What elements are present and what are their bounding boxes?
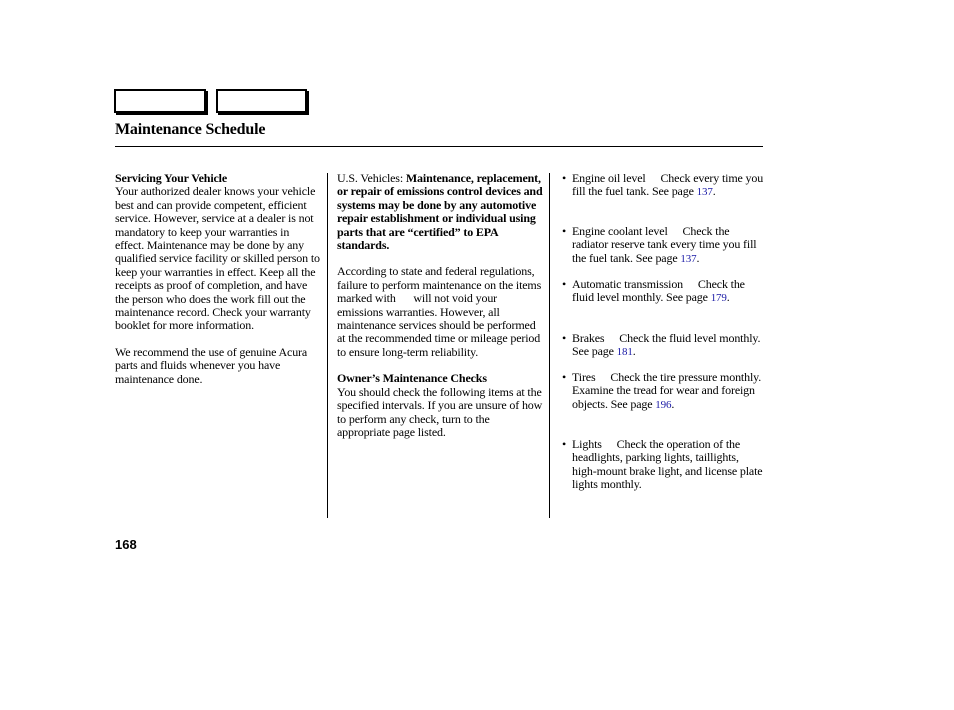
check-item-name: Engine coolant level [572, 224, 668, 238]
page-link-137[interactable]: 137 [680, 252, 697, 265]
page-number: 168 [115, 537, 137, 552]
check-item-brakes: • Brakes Check the fluid level monthly. See page 181. [562, 331, 761, 359]
column-servicing [115, 172, 321, 386]
nav-tab-2[interactable] [216, 89, 307, 113]
emissions-statement [337, 172, 543, 252]
emissions-bold-text: Maintenance, replacement, or repair of emissions control devices and systems may be done by any automotive repair establishment or individual using parts that are “certified” to EPA standards. [337, 171, 543, 253]
check-item-lights: • Lights Check the operation of the headlights, parking lights, taillights, high-mount brake light, and license plate lights monthly. [562, 437, 763, 492]
page-link-196[interactable]: 196 [655, 398, 672, 411]
regulations-paragraph: According to state and federal regulations, failure to perform maintenance on the items marked with will not void your emissions warranties. However, all maintenance services should be performed at the recommended time or mileage period to ensure long-term reliability. [337, 264, 542, 359]
check-item-text: Check the tire pressure monthly. Examine the tread for wear and foreign objects. See page [572, 370, 762, 411]
check-item-name: Automatic transmission [572, 277, 684, 291]
check-item-name: Brakes [572, 331, 605, 345]
check-item-text: Check the operation of the headlights, parking lights, taillights, high-mount brake light, and license plate lights monthly. [572, 437, 763, 492]
page-link-137[interactable]: 137 [696, 186, 713, 199]
check-item-text: Check the fluid level monthly. See page [572, 277, 745, 305]
page-title: Maintenance Schedule [115, 121, 266, 138]
column-divider-2 [549, 173, 550, 518]
check-item-name: Tires [572, 370, 596, 384]
check-item-name: Lights [572, 437, 602, 451]
check-item-engine-oil: • Engine oil level Check every time you fill the fuel tank. See page 137. [562, 171, 764, 199]
check-item-name: Engine oil level [572, 171, 646, 185]
us-vehicles-label: U.S. Vehicles: [337, 171, 404, 185]
owners-checks-heading: Owner’s Maintenance Checks [337, 371, 487, 386]
page-link-179[interactable]: 179 [710, 292, 727, 305]
check-item-text: Check the radiator reserve tank every time you fill the fuel tank. See page [572, 224, 757, 265]
column-divider-1 [327, 173, 328, 518]
genuine-parts-paragraph: We recommend the use of genuine Acura parts and fluids whenever you have maintenance done. [115, 344, 308, 386]
servicing-paragraph: Your authorized dealer knows your vehicle best and can provide competent, efficient service. However, service at a dealer is not mandatory to keep your warranties in effect. Maintenance may be done by any qualified service facility or skilled person to keep your warranties in effect. Keep all the receipts as proof of completion, and have the person who does the work fill out the maintenance record. Check your warranty booklet for more information. [115, 184, 320, 333]
check-item-text: Check the fluid level monthly. See page [572, 331, 761, 359]
check-item-transmission: • Automatic transmission Check the fluid level monthly. See page 179. [562, 277, 745, 305]
check-item-tires: • Tires Check the tire pressure monthly. Examine the tread for wear and foreign objects. See page 196. [562, 370, 762, 411]
nav-tab-1[interactable] [114, 89, 206, 113]
title-divider [115, 146, 763, 147]
check-item-text: Check every time you fill the fuel tank. See page [572, 171, 764, 199]
check-item-engine-coolant: • Engine coolant level Check the radiator reserve tank every time you fill the fuel tank. See page 137. [562, 224, 757, 265]
page-link-181[interactable]: 181 [616, 346, 633, 359]
servicing-heading: Servicing Your Vehicle [115, 171, 228, 185]
owners-checks-paragraph: You should check the following items at the specified intervals. If you are unsure of how to perform any check, turn to the appropriate page listed. [337, 384, 543, 439]
column-emissions [337, 172, 543, 439]
